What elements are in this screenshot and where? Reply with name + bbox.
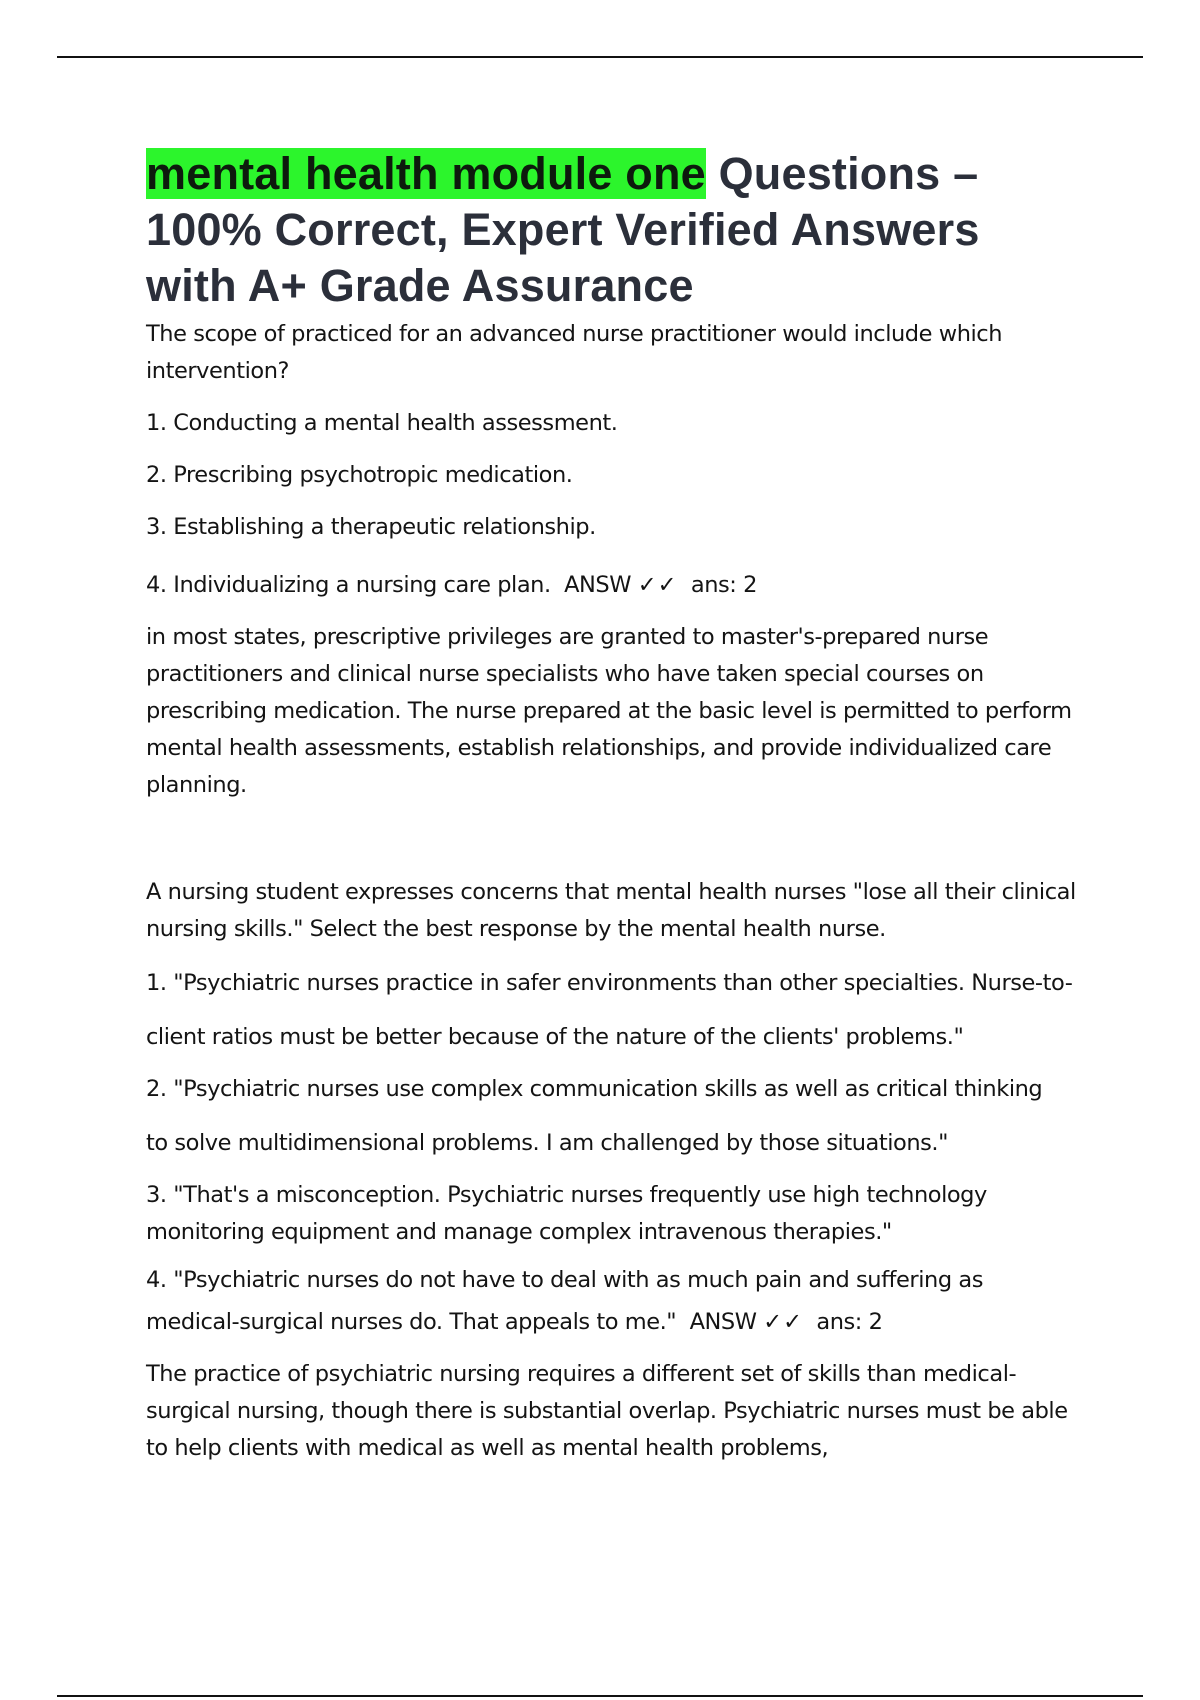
- q1-stem: The scope of practiced for an advanced nurse practitioner would include which intervention?: [146, 321, 1003, 384]
- q2-option-4a: 4. "Psychiatric nurses do not have to deal with as much pain and suffering as: [146, 1267, 983, 1293]
- checkmark-icon: ✓✓: [763, 1309, 803, 1335]
- q2-option-2a: 2. "Psychiatric nurses use complex communication skills as well as critical thinking: [146, 1076, 1043, 1102]
- q2-option-1b: client ratios must be better because of the nature of the clients' problems.": [146, 1024, 964, 1050]
- title-rest: Questions – 100% Correct, Expert Verified Answers with A+ Grade Assurance: [146, 148, 980, 311]
- q1-rationale: in most states, prescriptive privileges are granted to master's-prepared nurse practitioners and clinical nurse specialists who have taken special courses on prescribing medication. The nurse prepared at the basic level is permitted to perform mental health assessments, establish relationships, and provide individualized care planning.: [146, 624, 1072, 798]
- checkmark-icon: ✓✓: [637, 572, 678, 598]
- q1-option-4: 4. Individualizing a nursing care plan.: [146, 572, 551, 598]
- document-body: [146, 146, 1076, 1467]
- q2-option-3: 3. "That's a misconception. Psychiatric nurses frequently use high technology monitoring equipment and manage complex intravenous therapies.": [146, 1182, 987, 1245]
- question-2: [146, 874, 1076, 1467]
- q2-option-4-line: [146, 1304, 1076, 1341]
- top-rule: [57, 56, 1143, 58]
- q1-option-3: 3. Establishing a therapeutic relationship.: [146, 514, 596, 540]
- q1-option-4-line: [146, 567, 1076, 604]
- q2-answer-prefix: ANSW: [689, 1309, 757, 1335]
- q2-answer: ans: 2: [816, 1309, 883, 1335]
- q1-answer-prefix: ANSW: [564, 572, 632, 598]
- q1-option-2: 2. Prescribing psychotropic medication.: [146, 462, 573, 488]
- q2-stem: A nursing student expresses concerns that mental health nurses "lose all their clinical nursing skills." Select the best response by the mental health nurse.: [146, 879, 1076, 942]
- q1-answer: ans: 2: [690, 572, 757, 598]
- q1-option-1: 1. Conducting a mental health assessment.: [146, 410, 618, 436]
- q2-option-1a: 1. "Psychiatric nurses practice in safer environments than other specialties. Nurse-to-: [146, 970, 1073, 996]
- document-title: [146, 146, 1076, 314]
- bottom-rule: [57, 1695, 1143, 1697]
- question-1: [146, 316, 1076, 804]
- q2-option-4b: medical-surgical nurses do. That appeals to me.": [146, 1309, 677, 1335]
- q2-rationale: The practice of psychiatric nursing requires a different set of skills than medical-surgical nursing, though there is substantial overlap. Psychiatric nurses must be able to help clients with medical as well as mental health problems,: [146, 1361, 1068, 1461]
- title-highlight: mental health module one: [146, 148, 706, 199]
- q2-option-2b: to solve multidimensional problems. I am challenged by those situations.": [146, 1130, 949, 1156]
